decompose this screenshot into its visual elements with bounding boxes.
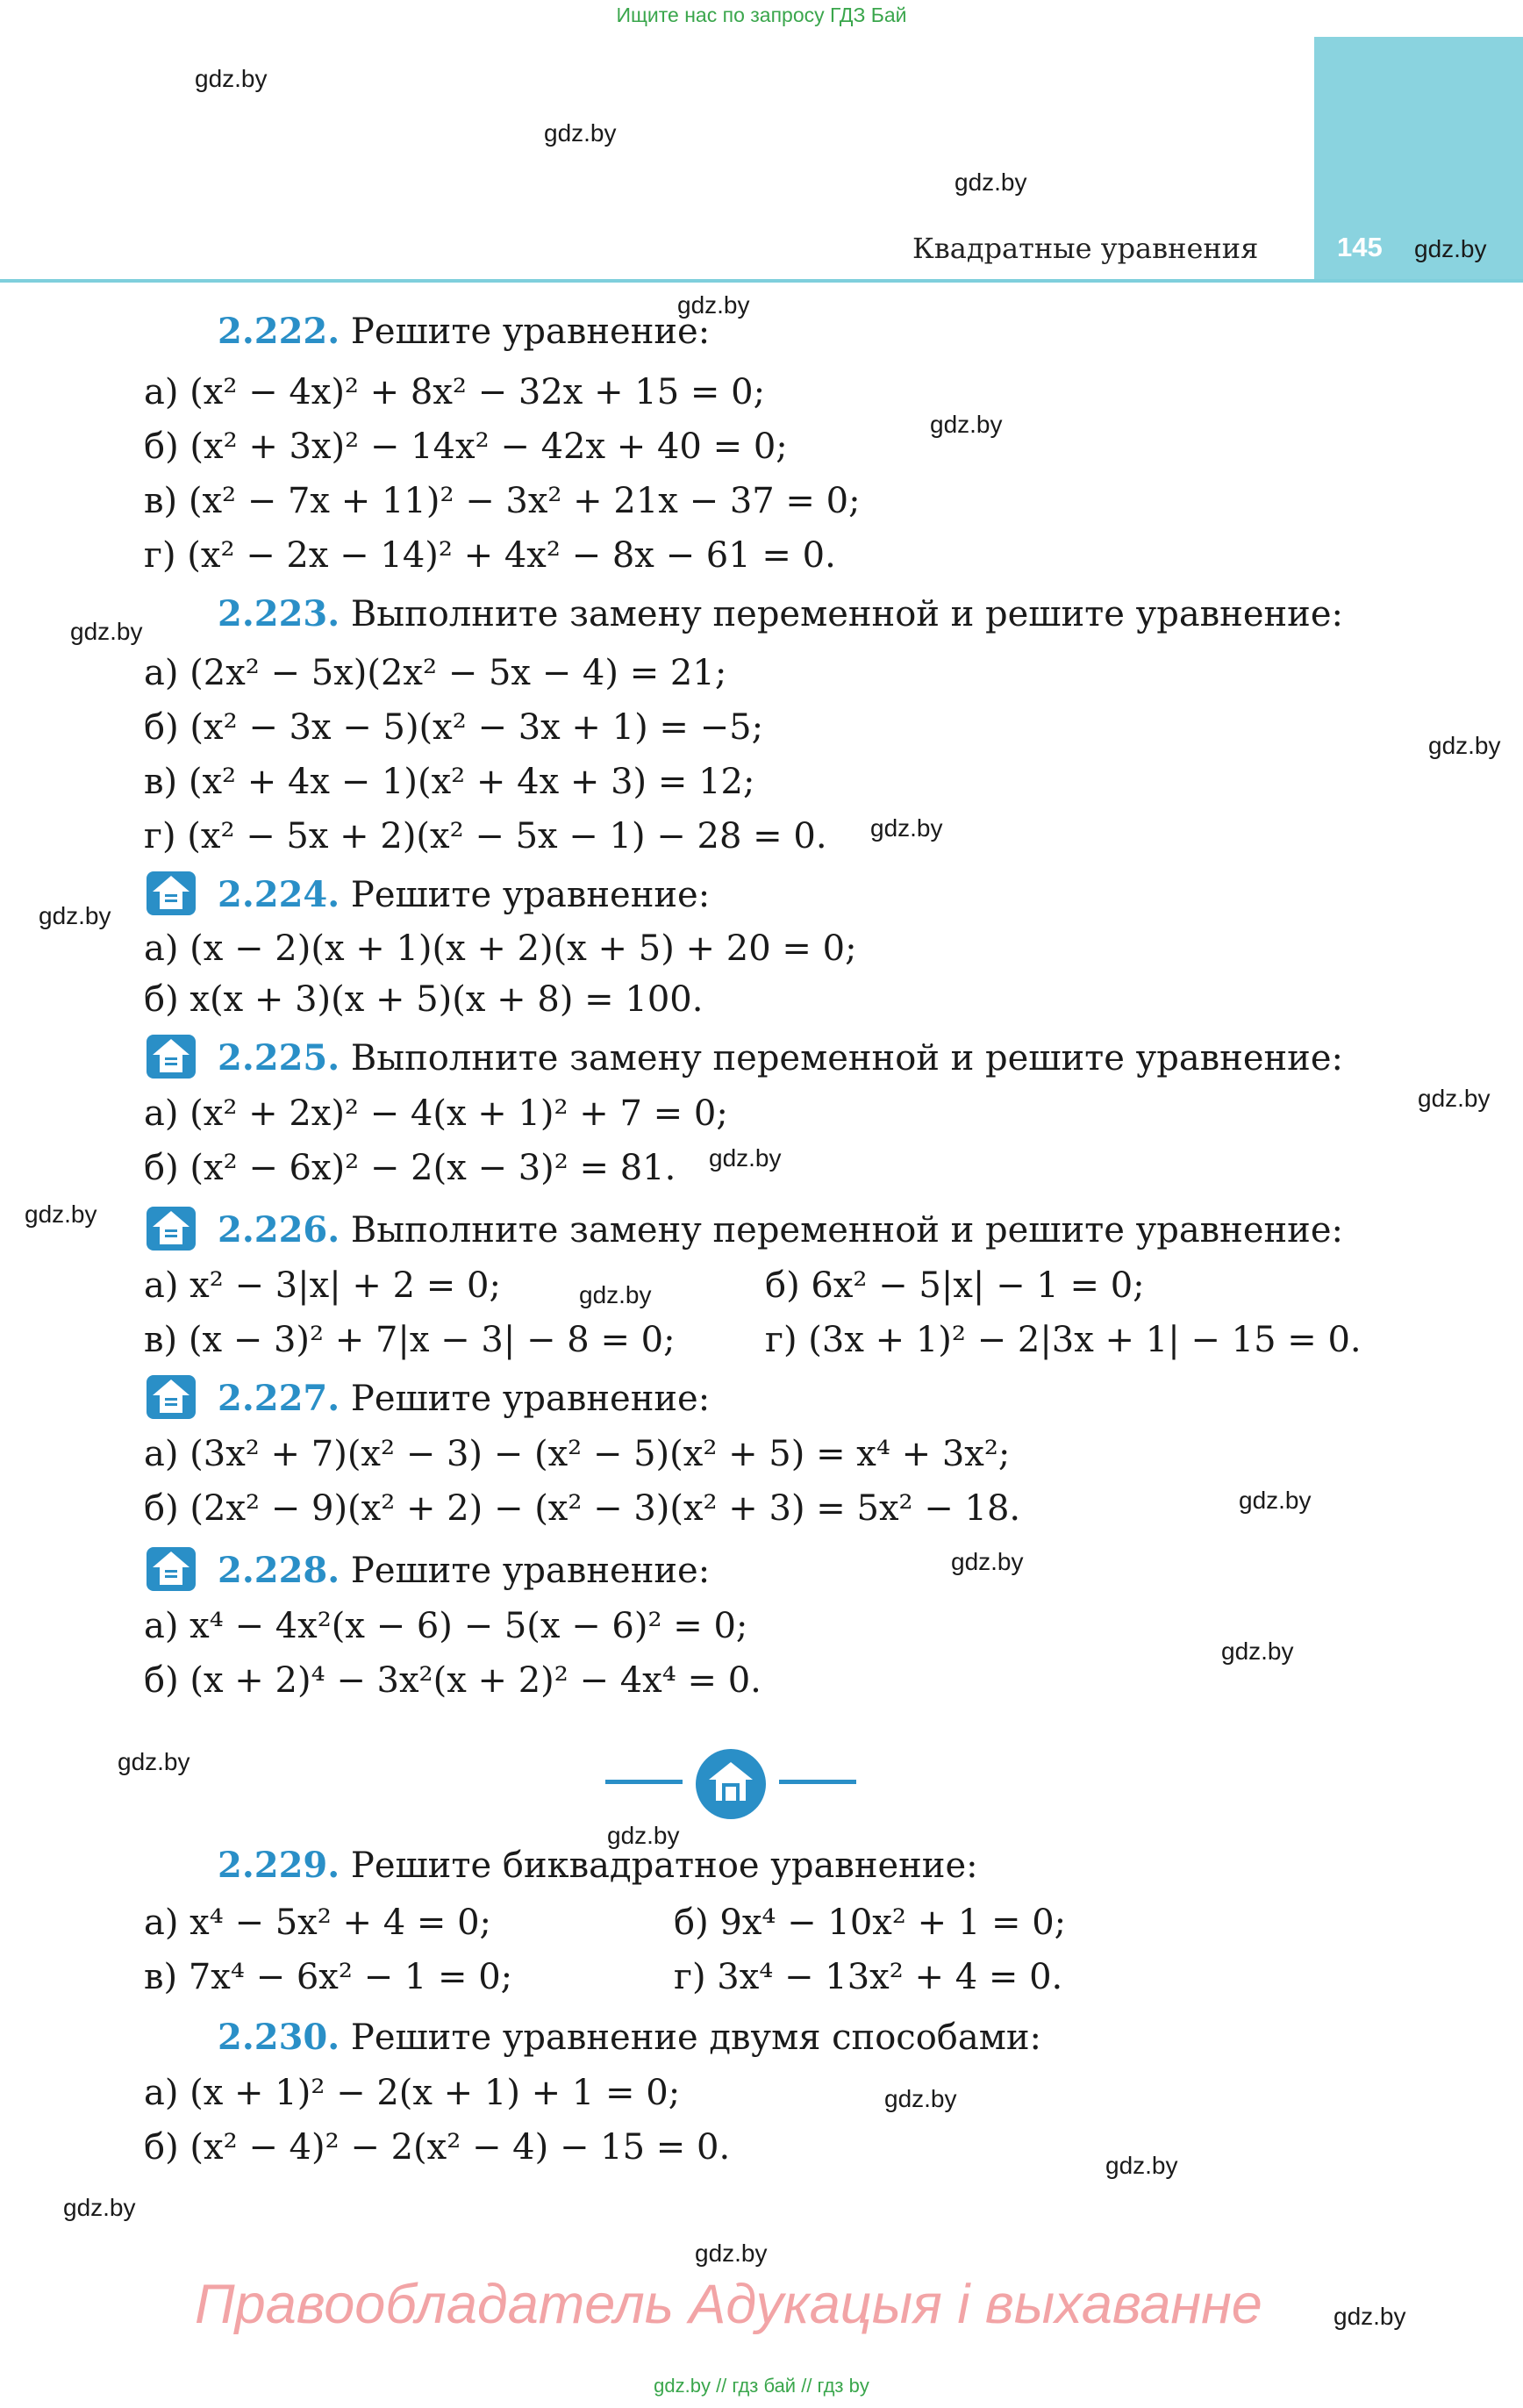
problem-item: а) (x + 1)² − 2(x + 1) + 1 = 0; [144, 2073, 681, 2113]
problem-item: в) (x² + 4x − 1)(x² + 4x + 3) = 12; [144, 762, 755, 802]
problem-item: б) (x² − 3x − 5)(x² − 3x + 1) = −5; [144, 707, 764, 748]
problem-number: 2.222. [218, 311, 340, 352]
watermark: gdz.by [870, 814, 943, 842]
problem-number: 2.225. [218, 1037, 340, 1079]
problem-item: а) x² − 3|x| + 2 = 0; [144, 1265, 501, 1306]
problem-title: Выполните замену переменной и решите уравнение: [350, 594, 1343, 634]
problem-item: а) (3x² + 7)(x² − 3) − (x² − 5)(x² + 5) = x⁴ + 3x²; [144, 1434, 1011, 1474]
watermark: gdz.by [607, 1822, 680, 1849]
watermark: gdz.by [118, 1748, 190, 1775]
problem-number: 2.224. [218, 874, 340, 915]
watermark: gdz.by [1105, 2152, 1178, 2179]
problem-heading [218, 1037, 1343, 1079]
section-title: Квадратные уравнения [912, 232, 1259, 265]
divider-line-left [605, 1780, 683, 1784]
problem-heading [218, 1209, 1343, 1251]
watermark: gdz.by [709, 1144, 782, 1172]
problem-item: г) (3x + 1)² − 2|3x + 1| − 15 = 0. [765, 1320, 1362, 1360]
problem-heading [218, 2017, 1041, 2058]
watermark: gdz.by [1221, 1638, 1294, 1665]
top-search-hint[interactable]: Ищите нас по запросу ГДЗ Бай [616, 4, 907, 26]
watermark: gdz.by [195, 65, 268, 92]
watermark: gdz.by [25, 1200, 97, 1228]
problem-item: б) x(x + 3)(x + 5)(x + 8) = 100. [144, 979, 704, 1020]
watermark: gdz.by [1239, 1487, 1312, 1514]
home-icon [695, 1748, 767, 1820]
home-task-icon [146, 1206, 197, 1251]
problem-heading [218, 593, 1343, 634]
problem-title: Выполните замену переменной и решите уравнение: [350, 1210, 1343, 1251]
watermark: gdz.by [1334, 2303, 1406, 2330]
problem-number: 2.229. [218, 1845, 340, 1886]
problem-number: 2.228. [218, 1550, 340, 1591]
problem-item: б) 9x⁴ − 10x² + 1 = 0; [674, 1903, 1067, 1943]
problem-number: 2.230. [218, 2017, 340, 2058]
problem-item: а) (x² − 4x)² + 8x² − 32x + 15 = 0; [144, 372, 766, 412]
problem-item: г) (x² − 2x − 14)² + 4x² − 8x − 61 = 0. [144, 535, 836, 576]
problem-heading [218, 1845, 978, 1886]
problem-item: б) (x + 2)⁴ − 3x²(x + 2)² − 4x⁴ = 0. [144, 1660, 762, 1701]
page-number: 145 [1337, 232, 1383, 262]
problem-item: б) (2x² − 9)(x² + 2) − (x² − 3)(x² + 3) = 5x² − 18. [144, 1488, 1021, 1529]
problem-heading [218, 1378, 710, 1419]
watermark: gdz.by [1414, 235, 1487, 262]
footer-links[interactable]: gdz.by // гдз бай // гдз by [654, 2375, 869, 2397]
watermark: gdz.by [930, 411, 1003, 438]
copyright-notice: Правообладатель Адукацыя і выхаванне [195, 2274, 1262, 2335]
divider-line-right [779, 1780, 856, 1784]
watermark: gdz.by [951, 1548, 1024, 1575]
problem-item: в) (x² − 7x + 11)² − 3x² + 21x − 37 = 0; [144, 481, 861, 521]
problem-item: в) 7x⁴ − 6x² − 1 = 0; [144, 1957, 513, 1997]
watermark: gdz.by [63, 2194, 136, 2221]
watermark: gdz.by [1428, 732, 1501, 759]
problem-title: Решите биквадратное уравнение: [350, 1845, 978, 1886]
problem-item: а) (x² + 2x)² − 4(x + 1)² + 7 = 0; [144, 1093, 728, 1134]
home-task-icon [146, 1374, 197, 1420]
problem-heading [218, 874, 710, 915]
problem-item: а) x⁴ − 5x² + 4 = 0; [144, 1903, 492, 1943]
problem-number: 2.226. [218, 1209, 340, 1251]
problem-title: Решите уравнение: [350, 1551, 711, 1591]
problem-item: а) (2x² − 5x)(2x² − 5x − 4) = 21; [144, 653, 727, 693]
problem-item: б) 6x² − 5|x| − 1 = 0; [765, 1265, 1145, 1306]
problem-heading [218, 1550, 710, 1591]
watermark: gdz.by [70, 618, 143, 645]
problem-number: 2.223. [218, 593, 340, 634]
home-task-icon [146, 1546, 197, 1592]
problem-item: а) x⁴ − 4x²(x − 6) − 5(x − 6)² = 0; [144, 1606, 748, 1646]
watermark: gdz.by [1418, 1085, 1491, 1112]
problem-item: г) (x² − 5x + 2)(x² − 5x − 1) − 28 = 0. [144, 816, 827, 856]
home-task-icon [146, 1034, 197, 1079]
header-rule [0, 279, 1523, 283]
watermark: gdz.by [955, 168, 1027, 196]
problem-heading [218, 311, 710, 352]
problem-title: Решите уравнение: [350, 1379, 711, 1419]
watermark: gdz.by [544, 119, 617, 147]
problem-number: 2.227. [218, 1378, 340, 1419]
watermark: gdz.by [39, 902, 111, 929]
problem-item: а) (x − 2)(x + 1)(x + 2)(x + 5) + 20 = 0; [144, 928, 857, 969]
problem-item: б) (x² − 6x)² − 2(x − 3)² = 81. [144, 1148, 676, 1188]
problem-title: Выполните замену переменной и решите уравнение: [350, 1038, 1343, 1079]
problem-item: г) 3x⁴ − 13x² + 4 = 0. [674, 1957, 1063, 1997]
problem-title: Решите уравнение: [350, 312, 711, 352]
problem-item: в) (x − 3)² + 7|x − 3| − 8 = 0; [144, 1320, 676, 1360]
watermark: gdz.by [884, 2085, 957, 2112]
watermark: gdz.by [677, 291, 750, 319]
home-task-icon [146, 871, 197, 916]
problem-title: Решите уравнение двумя способами: [350, 2017, 1041, 2058]
problem-item: б) (x² − 4)² − 2(x² − 4) − 15 = 0. [144, 2127, 731, 2168]
watermark: gdz.by [695, 2240, 768, 2267]
problem-title: Решите уравнение: [350, 875, 711, 915]
watermark: gdz.by [579, 1281, 652, 1308]
problem-item: б) (x² + 3x)² − 14x² − 42x + 40 = 0; [144, 426, 788, 467]
